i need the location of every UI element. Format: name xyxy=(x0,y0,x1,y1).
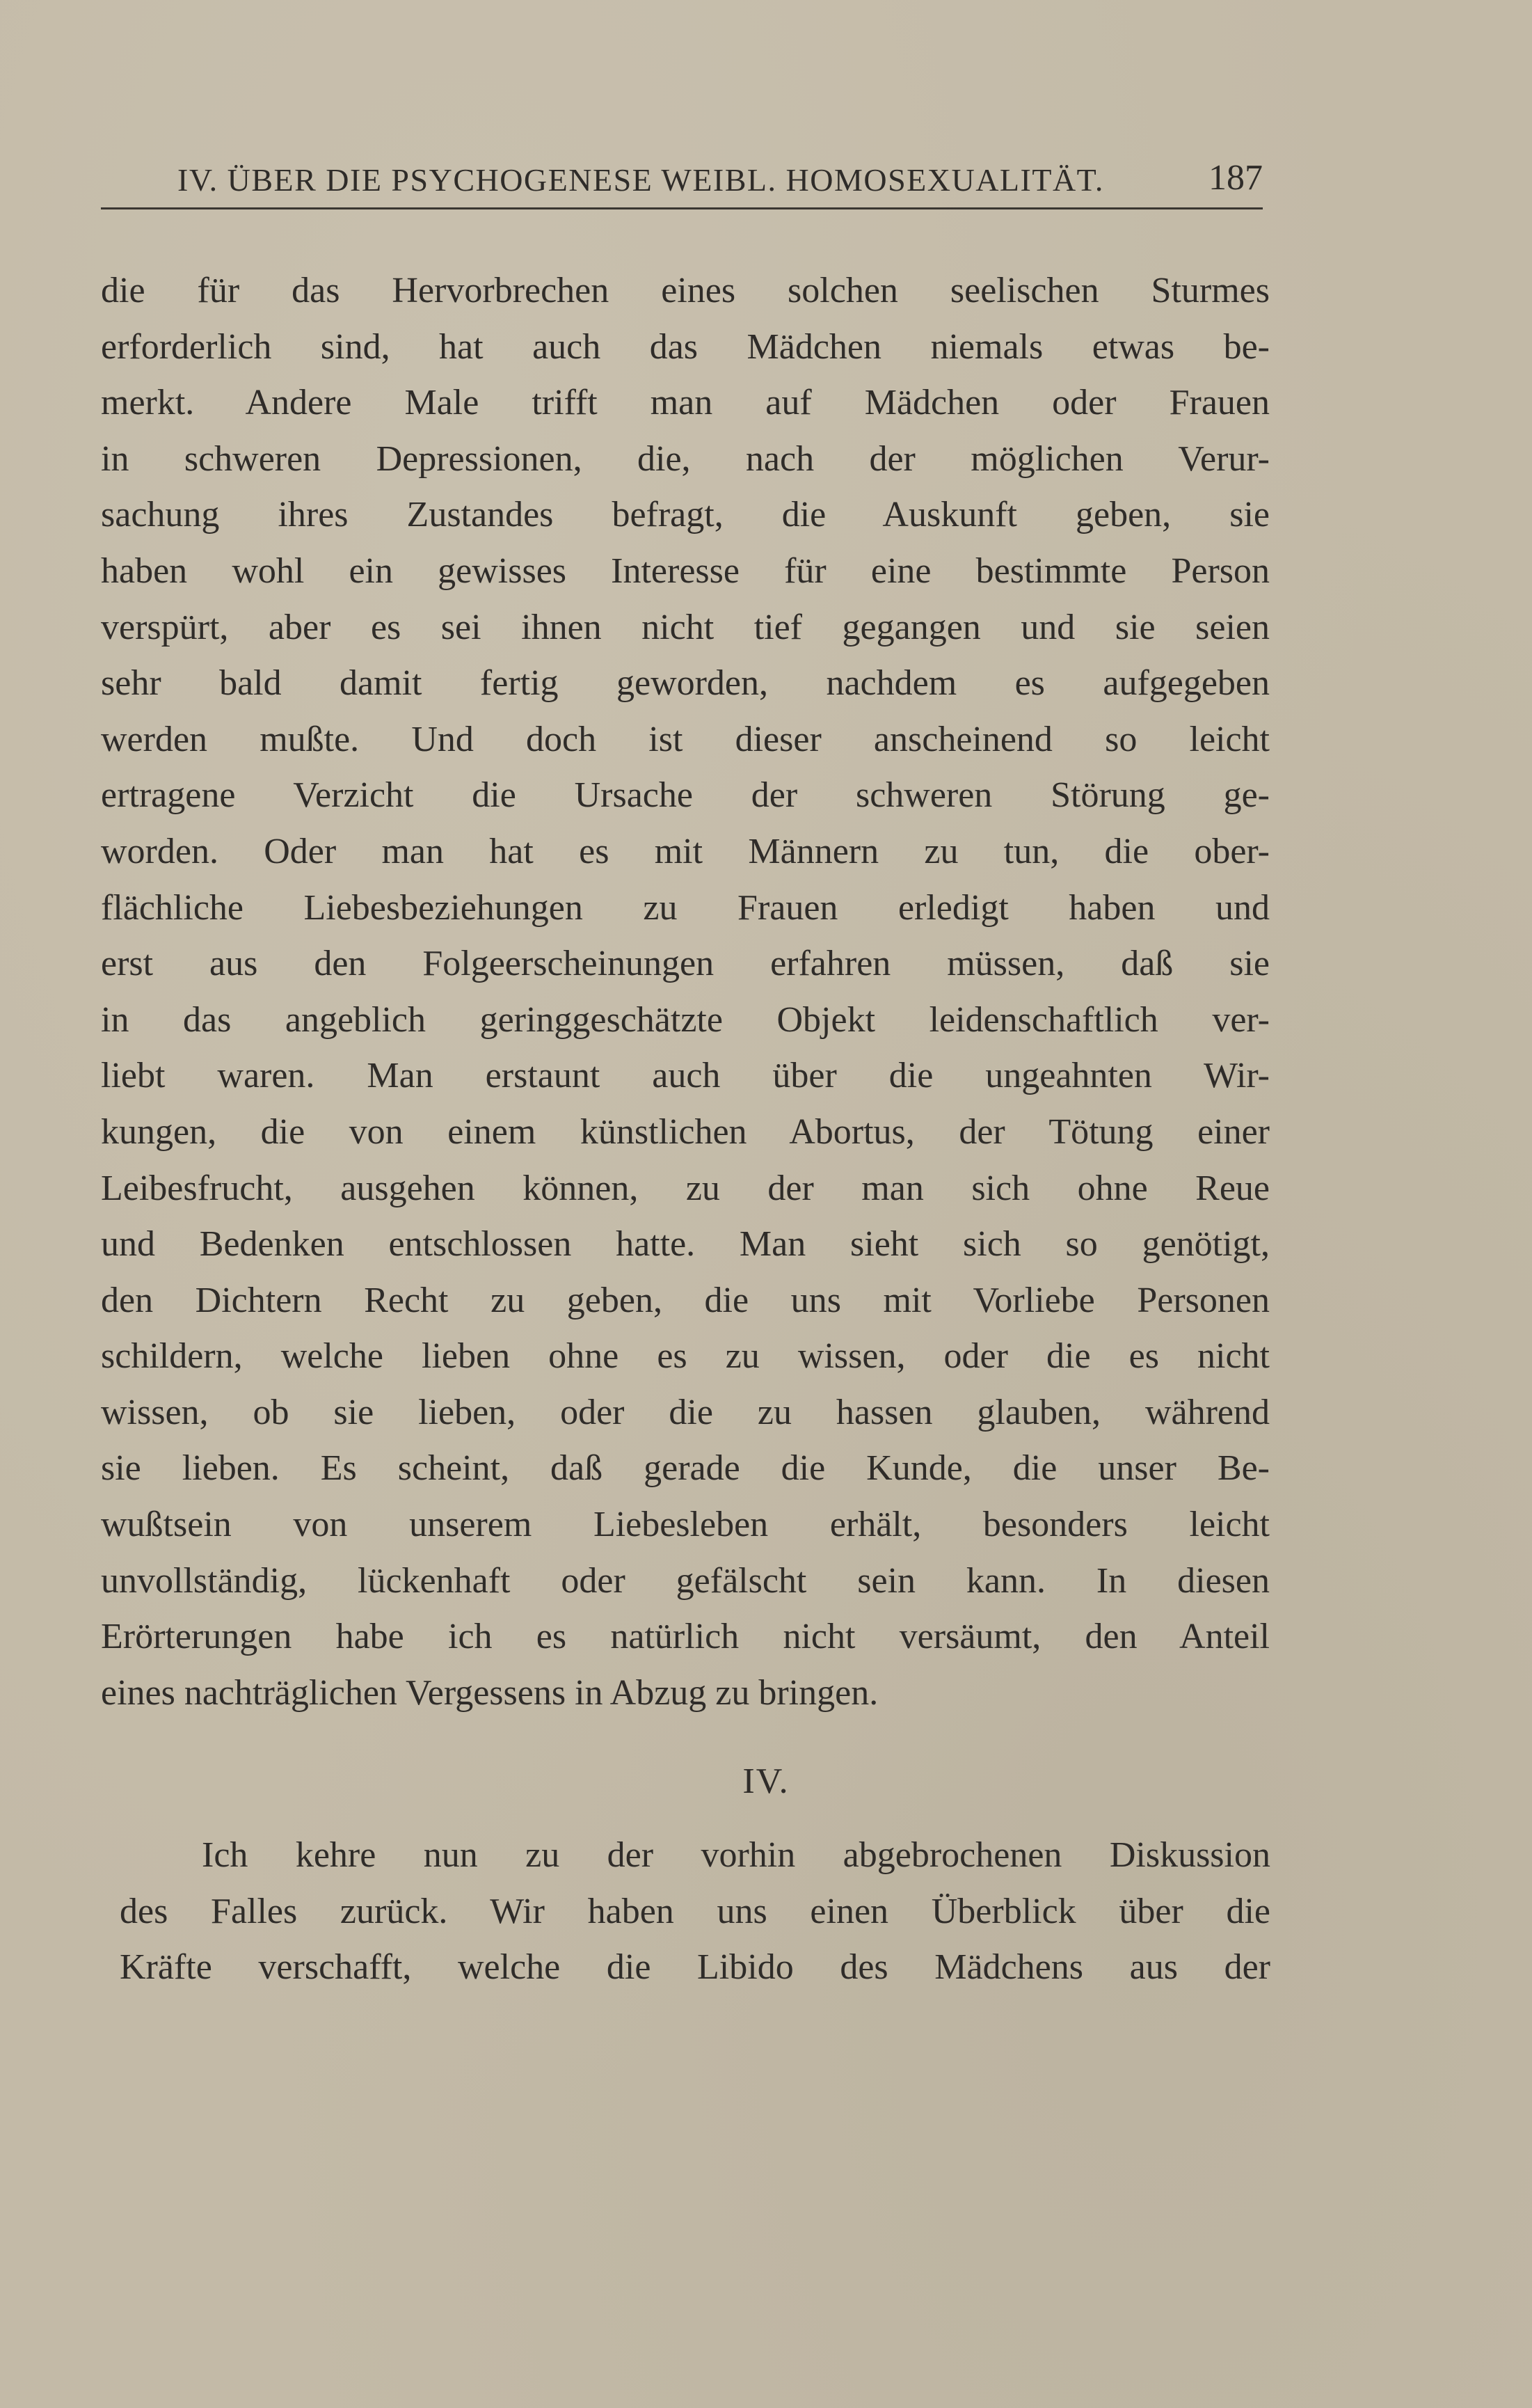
text-line: flächliche Liebesbeziehungen zu Frauen erledigt haben und xyxy=(101,887,1270,928)
text-line: verspürt, aber es sei ihnen nicht tief gegangen und sie seien xyxy=(101,607,1270,647)
text-line: sie lieben. Es scheint, daß gerade die Kunde, die unser Be- xyxy=(101,1448,1270,1489)
text-line: haben wohl ein gewisses Interesse für eine bestimmte Person xyxy=(101,550,1270,591)
text-line: in schweren Depressionen, die, nach der möglichen Verur- xyxy=(101,438,1270,479)
body-text xyxy=(101,263,1270,1721)
text-line: Ich kehre nun zu der vorhin abgebrochenen Diskussion xyxy=(202,1835,1270,1875)
text-line: eines nachträglichen Vergessens in Abzug zu bringen. xyxy=(101,1672,879,1713)
text-line: sehr bald damit fertig geworden, nachdem es aufgegeben xyxy=(101,663,1270,704)
text-line: Leibesfrucht, ausgehen können, zu der man sich ohne Reue xyxy=(101,1168,1270,1208)
text-line: werden mußte. Und doch ist dieser anscheinend so leicht xyxy=(101,719,1270,759)
text-line: worden. Oder man hat es mit Männern zu tun, die ober- xyxy=(101,831,1270,871)
text-line: die für das Hervorbrechen eines solchen seelischen Sturmes xyxy=(101,271,1270,310)
text-line: Erörterungen habe ich es natürlich nicht versäumt, den Anteil xyxy=(101,1617,1270,1657)
header-title: IV. ÜBER DIE PSYCHOGENESE WEIBL. HOMOSEXUALITÄT. xyxy=(177,162,1104,198)
text-line: wissen, ob sie lieben, oder die zu hassen glauben, während xyxy=(101,1392,1270,1432)
text-line: unvollständig, lückenhaft oder gefälscht sein kann. In diesen xyxy=(101,1560,1270,1601)
text-line: und Bedenken entschlossen hatte. Man sieht sich so genötigt, xyxy=(101,1224,1270,1265)
text-line: des Falles zurück. Wir haben uns einen Überblick über die xyxy=(120,1891,1270,1931)
text-line: wußtsein von unserem Liebesleben erhält, besonders leicht xyxy=(101,1505,1270,1545)
text-line: erforderlich sind, hat auch das Mädchen niemals etwas be- xyxy=(101,326,1270,367)
text-line: ertragene Verzicht die Ursache der schweren Störung ge- xyxy=(101,775,1270,816)
text-line: merkt. Andere Male trifft man auf Mädchen oder Frauen xyxy=(101,383,1270,423)
text-line: schildern, welche lieben ohne es zu wissen, oder die es nicht xyxy=(101,1336,1270,1377)
text-line: in das angeblich geringgeschätzte Objekt leidenschaftlich ver- xyxy=(101,999,1270,1040)
text-line: erst aus den Folgeerscheinungen erfahren müssen, daß sie xyxy=(101,944,1270,984)
running-header xyxy=(101,155,1263,209)
text-line: liebt waren. Man erstaunt auch über die ungeahnten Wir- xyxy=(101,1056,1270,1096)
text-line: den Dichtern Recht zu geben, die uns mit Vorliebe Personen xyxy=(101,1280,1270,1320)
text-line: sachung ihres Zustandes befragt, die Auskunft geben, sie xyxy=(101,495,1270,535)
page-number: 187 xyxy=(1208,158,1263,198)
section-text xyxy=(120,1828,1270,1996)
section-heading: IV. xyxy=(742,1761,790,1801)
text-line: kungen, die von einem künstlichen Abortus, der Tötung einer xyxy=(101,1111,1270,1152)
text-line: Kräfte verschafft, welche die Libido des Mädchens aus der xyxy=(120,1947,1270,1988)
